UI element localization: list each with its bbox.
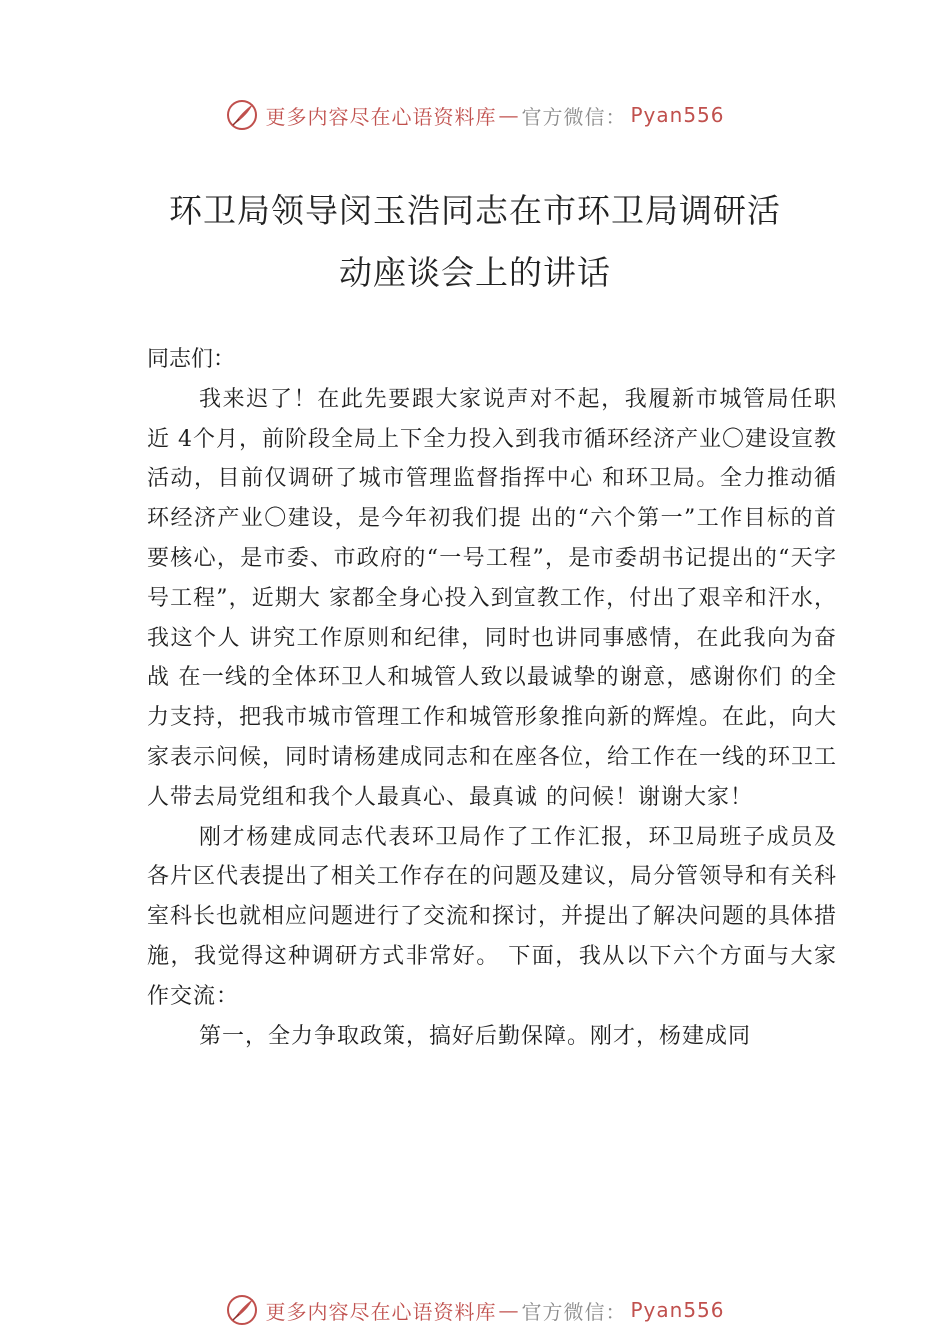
body-paragraph: 我来迟了！在此先要跟大家说声对不起，我履新市城管局任职近 4个月，前阶段全局上下全力投入到我市循环经济产业〇建设宣教活动，目前仅调研了城市管理监督指挥中心 和环卫局。全力推动循环经济产业〇建设，是今年初我们提 出的“六个第一”工作目标的首要核心，是市委、市政府的“一号工程”，是市委胡书记提出的“天字号工程”，近期大 家都全身心投入到宣教工作，付出了艰辛和汗水，我这个人 讲究工作原则和纪律，同时也讲同事感情，在此我向为奋战 在一线的全体环卫人和城管人致以最诚挚的谢意，感谢你们 的全力支持，把我市城市管理工作和城管形象推向新的辉煌。在此，向大家表示问候，同时请杨建成同志和在座各位，给工作在一线的环卫工人带去局党组和我个人最真心、最真诚 的问候！谢谢大家！ [147,386,838,810]
watermark-separator: — [498,1298,520,1322]
watermark-wechat-id: Pyan556 [630,103,725,127]
body-paragraph: 第一，全力争取政策，搞好后勤保障。刚才，杨建成同 [199,1023,752,1049]
document-title [120,180,830,304]
watermark-separator: — [498,103,520,127]
title-line-2: 动座谈会上的讲话 [339,253,611,292]
watermark-main-text: 更多内容尽在心语资料库 [265,104,497,129]
watermark-official-label: 官方微信： [521,104,627,129]
watermark-official-label: 官方微信： [521,1299,627,1324]
watermark-wechat-id: Pyan556 [630,1298,725,1322]
title-line-1: 环卫局领导闵玉浩同志在市环卫局调研活 [169,191,781,230]
watermark-footer [0,1290,950,1330]
feather-pen-logo-icon [225,98,259,132]
body-paragraph: 刚才杨建成同志代表环卫局作了工作汇报，环卫局班子成员及各片区代表提出了相关工作存在的问题及建议，局分管领导和有关科室科长也就相应问题进行了交流和探讨，并提出了解决问题的具体措施，我觉得这种调研方式非常好。 下面，我从以下六个方面与大家作交流： [147,824,838,1009]
salutation: 同志们： [147,347,236,372]
watermark-header [0,95,950,135]
feather-pen-logo-icon [225,1293,259,1327]
watermark-main-text: 更多内容尽在心语资料库 [265,1299,497,1324]
document-body [147,340,837,1056]
